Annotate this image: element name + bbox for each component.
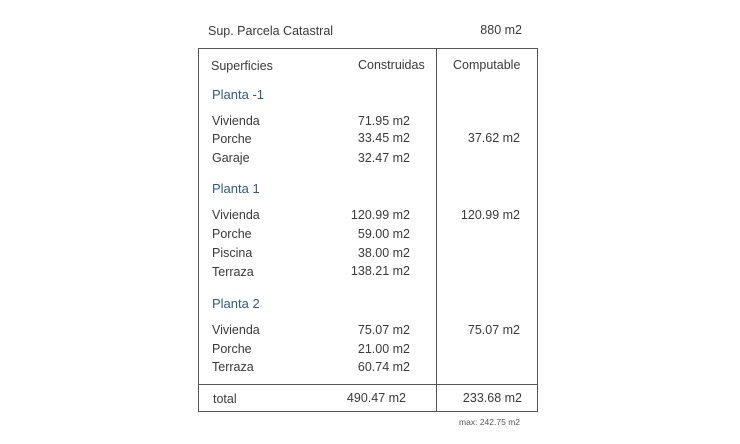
row-name: Terraza [212,265,254,279]
row-built: 138.21 m2 [350,264,410,278]
row-name: Porche [212,342,252,356]
row-built: 71.95 m2 [357,114,410,128]
row-name: Porche [212,227,252,241]
header-construidas: Construidas [358,58,425,72]
row-built: 33.45 m2 [357,131,410,145]
row-computable: 75.07 m2 [467,323,520,337]
row-name: Vivienda [212,114,260,128]
row-built: 120.99 m2 [350,208,410,222]
row-name: Porche [212,132,252,146]
header-computable: Computable [453,58,521,72]
section-title: Planta 2 [212,296,260,311]
section-title: Planta 1 [212,181,260,196]
parcel-value: 880 m2 [480,23,522,37]
header-superficies: Superficies [211,59,273,73]
total-divider [198,384,538,385]
total-built: 490.47 m2 [346,391,406,405]
section-title: Planta -1 [212,87,265,102]
row-built: 75.07 m2 [357,323,410,337]
row-built: 60.74 m2 [357,360,410,374]
row-name: Vivienda [212,208,260,222]
total-computable: 233.68 m2 [462,391,522,405]
total-label: total [213,392,237,406]
row-built: 21.00 m2 [357,342,410,356]
row-built: 32.47 m2 [357,151,410,165]
row-computable: 120.99 m2 [460,208,520,222]
row-computable: 37.62 m2 [467,131,520,145]
max-note: max: 242.75 m2 [459,417,520,427]
row-name: Terraza [212,360,254,374]
parcel-label: Sup. Parcela Catastral [208,24,334,38]
row-name: Garaje [212,151,250,165]
row-name: Vivienda [212,323,260,337]
row-built: 38.00 m2 [357,246,410,260]
row-built: 59.00 m2 [357,227,410,241]
row-name: Piscina [212,246,253,260]
column-divider [436,48,437,412]
